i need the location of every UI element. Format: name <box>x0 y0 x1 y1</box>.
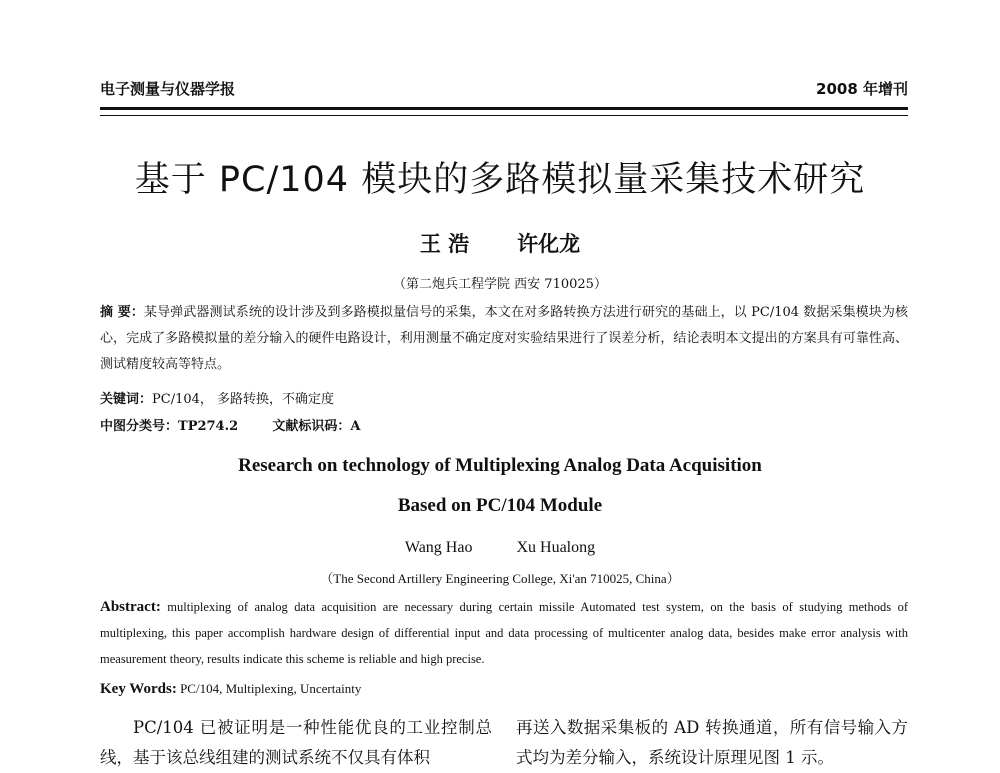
english-title-line-2: Based on PC/104 Module <box>397 495 603 516</box>
english-affiliation: （The Second Artillery Engineering College, Xi'an 710025, China） <box>320 571 680 586</box>
doc-code-value: A <box>350 419 361 434</box>
keywords-en-label: Key Words: <box>100 681 177 697</box>
author-name: 许化龙 <box>517 231 581 256</box>
keywords-cn-text: PC/104， 多路转换，不确定度 <box>152 392 335 407</box>
abstract-cn-label: 摘 要： <box>100 305 144 320</box>
abstract-en <box>100 594 908 672</box>
author-list <box>0 228 1000 258</box>
abstract-cn-text: 某导弹武器测试系统的设计涉及到多路模拟量信号的采集，本文在对多路转换方法进行研究的基础上，以 PC/104 数据采集模块为核心，完成了多路模拟量的差分输入的硬件电路设计，利用测量不确定度对实验结果进行了误差分析，结论表明本文提出的方案具有可靠性高、测试精度较高等特点。 <box>100 305 909 372</box>
abstract-cn <box>100 300 908 378</box>
english-title-line-1: Research on technology of Multiplexing Analog Data Acquisition <box>238 455 762 476</box>
classification-line <box>100 415 360 434</box>
keywords-en <box>100 681 361 698</box>
author-name: 王 浩 <box>419 231 470 256</box>
english-author-list <box>0 539 1000 557</box>
clc-value: TP274.2 <box>178 419 239 434</box>
body-left-column: PC/104 已被证明是一种性能优良的工业控制总线，基于该总线组建的测试系统不仅具有体积 <box>100 718 492 767</box>
keywords-cn <box>100 388 334 407</box>
affiliation: （第二炮兵工程学院 西安 710025） <box>393 277 607 292</box>
journal-name: 电子测量与仪器学报 <box>100 80 236 98</box>
paper-title: 基于 PC/104 模块的多路模拟量采集技术研究 <box>134 160 866 200</box>
keywords-cn-label: 关键词： <box>100 392 153 407</box>
body-right-column: 再送入数据采集板的 AD 转换通道，所有信号输入方式均为差分输入，系统设计原理见图 1 示。 <box>516 718 908 767</box>
doc-code-label: 文献标识码： <box>272 419 351 434</box>
header-rule-thin <box>100 115 908 116</box>
abstract-en-label: Abstract: <box>100 599 161 615</box>
english-author-name: Xu Hualong <box>516 539 596 556</box>
header-rule-thick <box>100 107 908 110</box>
english-author-name: Wang Hao <box>404 539 473 556</box>
abstract-en-text: multiplexing of analog data acquisition are necessary during certain missile Automated test system, on the basis of studying methods of multiplexing, this paper accomplish hardware design of differential input and data processing of multicenter analog data, besides make error analysis with measurement theory, results indicate this scheme is reliable and high precise. <box>100 600 909 666</box>
clc-label: 中图分类号： <box>100 419 179 434</box>
issue-label: 2008 年增刊 <box>816 80 908 98</box>
keywords-en-text: PC/104, Multiplexing, Uncertainty <box>180 681 362 696</box>
